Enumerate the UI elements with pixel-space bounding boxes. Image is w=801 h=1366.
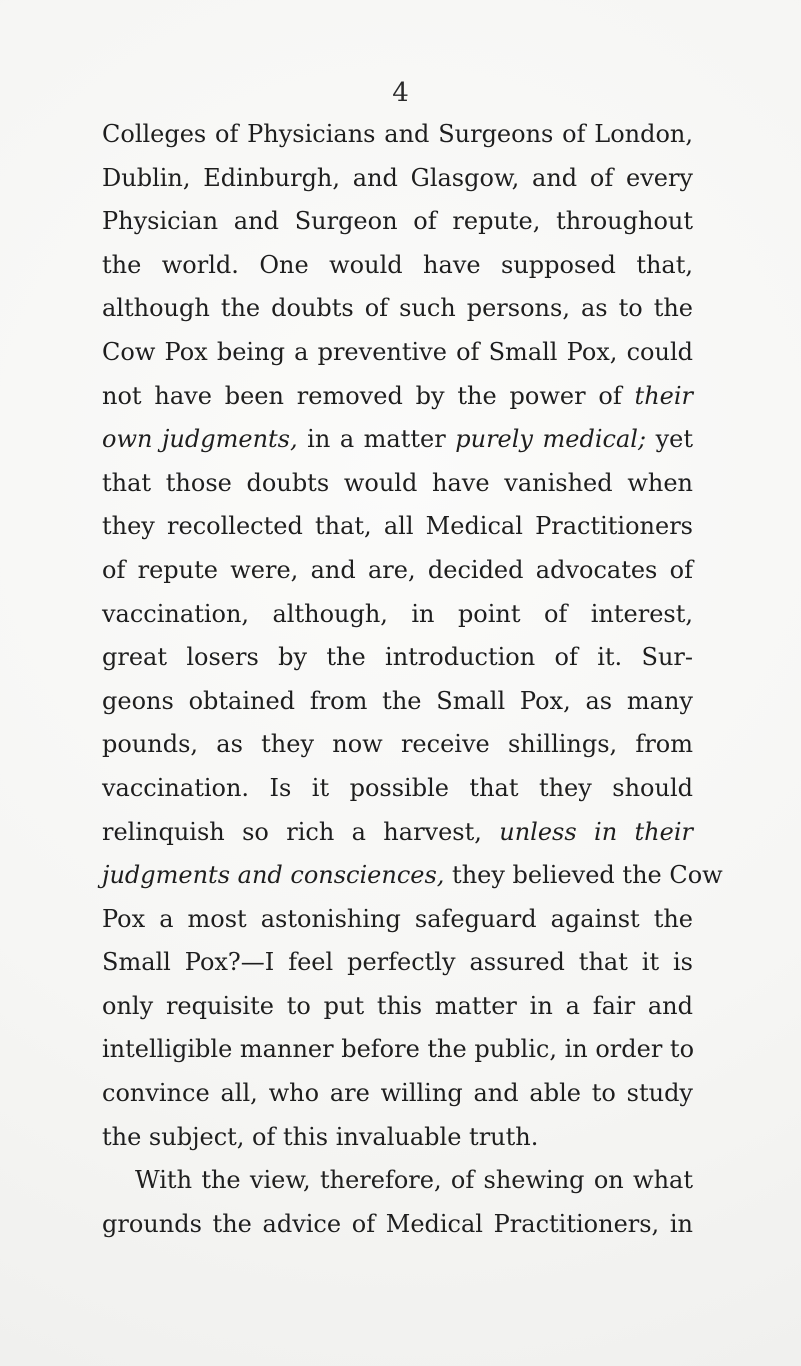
text-line: Colleges of Physicians and Surgeons of London, <box>102 120 693 148</box>
text-line: Dublin, Edinburgh, and Glasgow, and of every <box>102 163 693 192</box>
text-line: vaccination. Is it possible that they should <box>102 773 693 802</box>
text-line: that those doubts would have vanished when <box>102 468 693 497</box>
text-line: Cow Pox being a preventive of Small Pox, could <box>102 337 693 366</box>
text-line: grounds the advice of Medical Practitioners, in <box>102 1209 693 1238</box>
italic-phrase: own judgments, <box>102 425 298 454</box>
text-line: the subject, of this invaluable truth. <box>102 1122 539 1151</box>
text-line <box>102 418 693 462</box>
italic-phrase: judgments and consciences, <box>102 861 445 890</box>
text-line: they recollected that, all Medical Practitioners <box>102 512 693 541</box>
text-line: pounds, as they now receive shillings, from <box>102 730 693 759</box>
text-run: yet <box>646 425 693 454</box>
text-line: the world. One would have supposed that, <box>102 250 693 279</box>
text-line: Physician and Surgeon of repute, throughout <box>102 207 693 236</box>
text-line: intelligible manner before the public, in order to <box>102 1035 695 1064</box>
body-text <box>102 113 723 1246</box>
text-line: only requisite to put this matter in a fair and <box>102 991 693 1020</box>
text-line: of repute were, and are, decided advocates of <box>102 555 693 584</box>
italic-phrase: purely medical; <box>455 425 647 454</box>
text-line: great losers by the introduction of it. Sur- <box>102 643 693 672</box>
italic-phrase: unless in their <box>499 817 693 846</box>
text-line: convince all, who are willing and able to study <box>102 1079 693 1108</box>
text-run: not have been removed by the power of <box>102 381 635 410</box>
text-run: they believed the Cow <box>444 861 723 890</box>
text-line: geons obtained from the Small Pox, as many <box>102 686 693 715</box>
text-line: although the doubts of such persons, as to the <box>102 294 693 323</box>
text-line <box>102 811 693 855</box>
text-line <box>102 375 693 419</box>
text-line: Pox a most astonishing safeguard against the <box>102 904 693 933</box>
text-line <box>102 854 723 898</box>
page-number: 4 <box>392 78 409 108</box>
text-line: With the view, therefore, of shewing on what <box>135 1166 693 1195</box>
text-run: relinquish so rich a harvest, <box>102 817 500 846</box>
text-line: Small Pox?—I feel perfectly assured that it is <box>102 948 693 977</box>
text-line: vaccination, although, in point of interest, <box>102 599 693 628</box>
italic-phrase: their <box>634 381 693 410</box>
text-run: in a matter <box>297 425 456 454</box>
